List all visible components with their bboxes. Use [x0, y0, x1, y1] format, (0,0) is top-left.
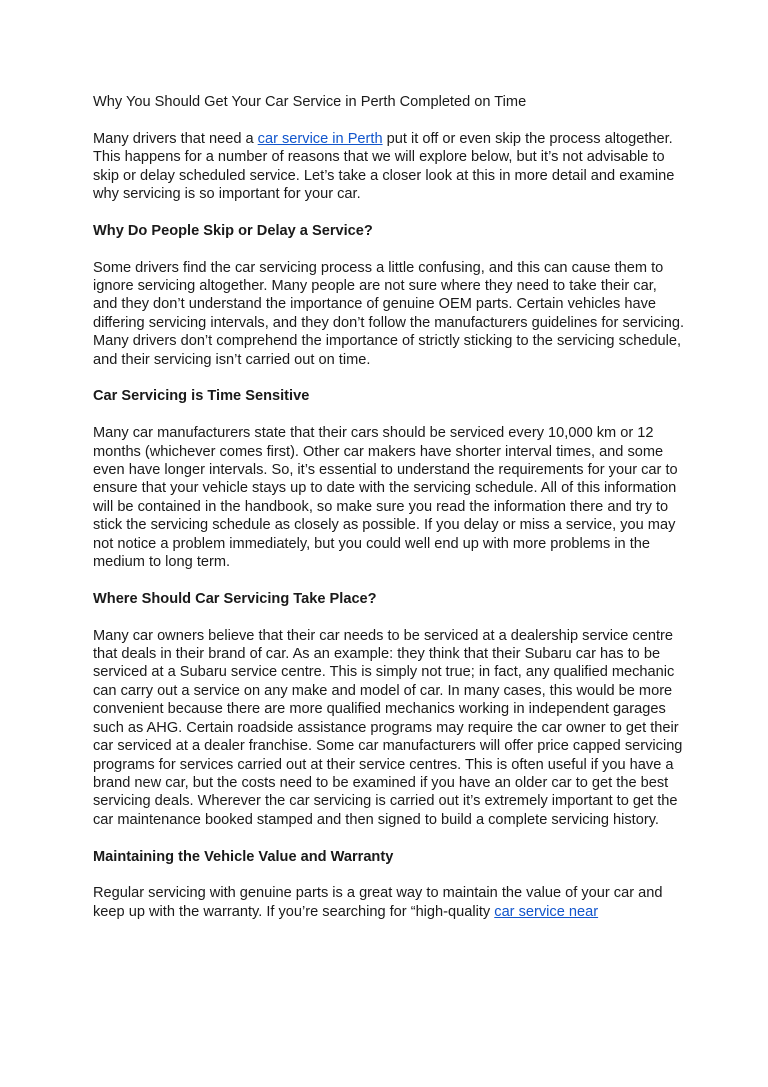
last-section-text: Regular servicing with genuine parts is a great way to maintain the value of your car and keep up with the warranty. If you’re searching for “high-quality	[93, 885, 663, 920]
car-service-near-link[interactable]: car service near	[494, 903, 599, 920]
intro-text-after: put it off or even skip the process altogether. This happens for a number of reasons that we will explore below, but it’s not advisable to skip or delay scheduled service. Let’s take a closer look at this in more detail and examine why servicing is so important for your car.	[93, 130, 675, 203]
section-heading: Maintaining the Vehicle Value and Warranty	[93, 848, 394, 865]
document-content	[93, 93, 685, 940]
intro-text-before: Many drivers that need a	[93, 130, 258, 147]
section-body: Many car manufacturers state that their cars should be serviced every 10,000 km or 12 months (whichever comes first). Other car makers have shorter interval times, and some even have longer intervals. So, it’s essential to understand the requirements for your car to ensure that your vehicle stays up to date with the servicing schedule. All of this information will be contained in the handbook, so make sure you read the information there and try to stick the servicing schedule as closely as possible. If you delay or miss a service, you may not notice a problem immediately, but you could well end up with more problems in the medium to long term.	[93, 425, 678, 571]
section-heading: Why Do People Skip or Delay a Service?	[93, 222, 373, 239]
section-heading: Car Servicing is Time Sensitive	[93, 388, 310, 405]
section-body	[93, 884, 685, 921]
section-body: Some drivers find the car servicing process a little confusing, and this can cause them to ignore servicing altogether. Many people are not sure where they need to take their car, and they don’t understand the importance of genuine OEM parts. Certain vehicles have differing servicing intervals, and they don’t follow the manufacturers guidelines for servicing. Many drivers don’t comprehend the importance of strictly sticking to the servicing schedule, and their servicing isn’t carried out on time.	[93, 259, 685, 368]
car-service-perth-link[interactable]: car service in Perth	[257, 130, 383, 147]
intro-paragraph	[93, 130, 685, 204]
document-title: Why You Should Get Your Car Service in Perth Completed on Time	[93, 94, 527, 110]
section-heading: Where Should Car Servicing Take Place?	[93, 590, 377, 607]
section-body: Many car owners believe that their car needs to be serviced at a dealership service centre that deals in their brand of car. As an example: they think that their Subaru car has to be serviced at a Subaru service centre. This is simply not true; in fact, any qualified mechanic can carry out a service on any make and model of car. In many cases, this would be more convenient because there are more qualified mechanics working in independent garages such as AHG. Certain roadside assistance programs may require the car owner to get their car serviced at a dealer franchise. Some car manufacturers will offer price capped servicing programs for services carried out at their service centres. This is often useful if you have a brand new car, but the costs need to be examined if you have an older car to get the best servicing deals. Wherever the car servicing is carried out it’s extremely important to get the car maintenance booked stamped and then signed to build a complete servicing history.	[93, 627, 683, 828]
